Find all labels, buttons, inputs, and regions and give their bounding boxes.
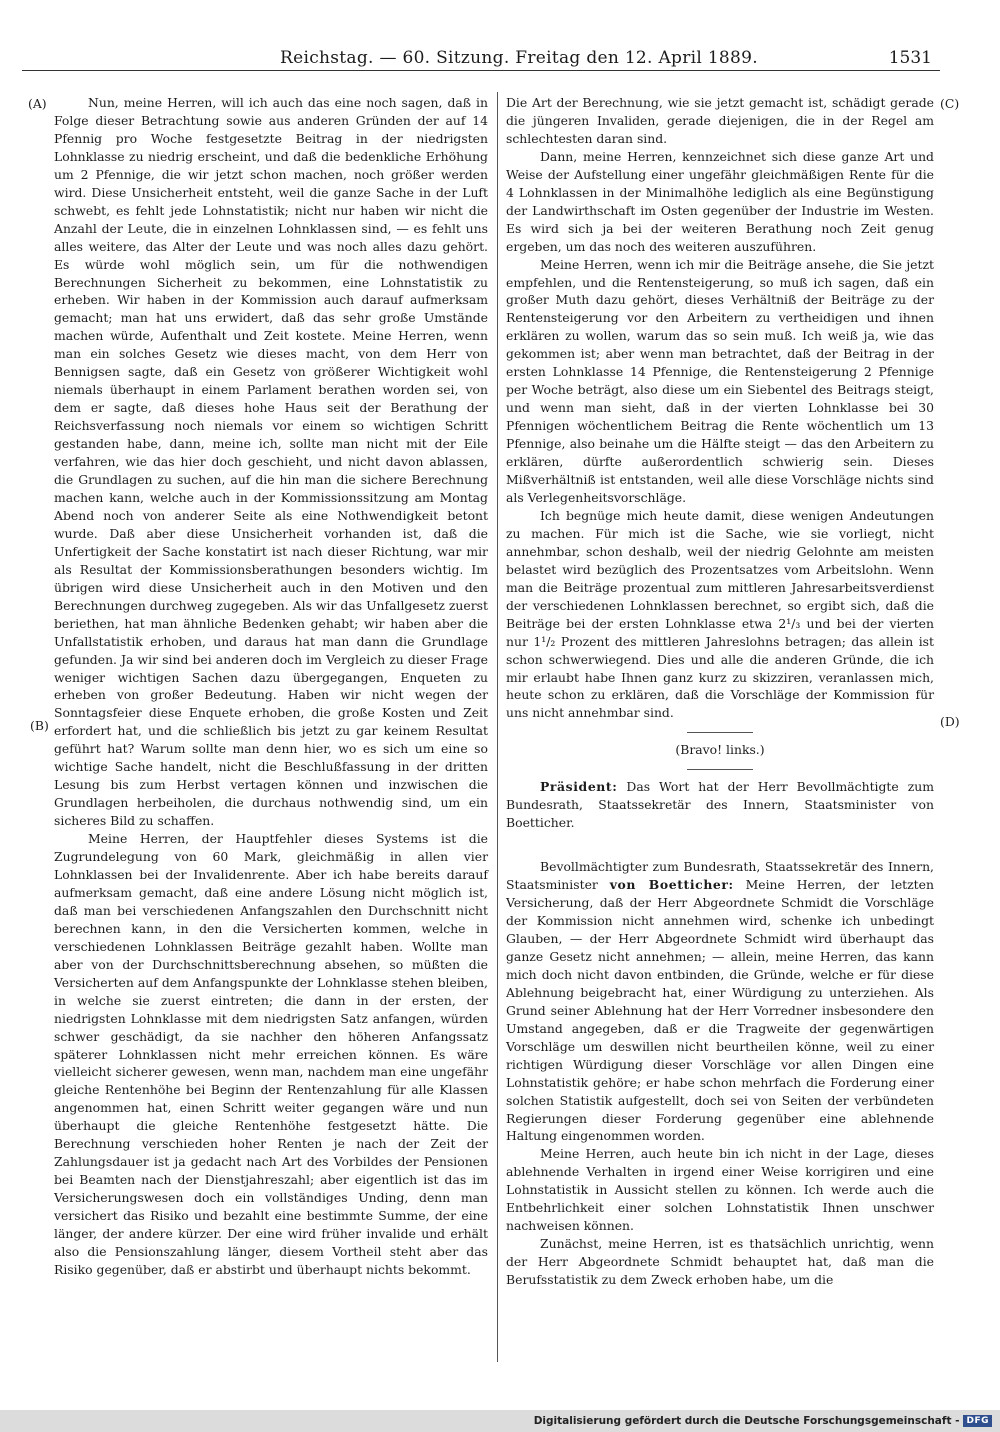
minister-name: von Boetticher: [609,877,734,893]
left-paragraph-1: Nun, meine Herren, will ich auch das eine noch sagen, daß in Folge dieser Betrachtung sowie aus anderen Gründen der auf 14 Pfennig pro Woche festgesetzte Beitrag in der niedrigsten Lohnklasse zu niedrig erscheint, und daß die bedenkliche Erhöhung um 2 Pfennige, die wir jetzt schon machen, noch größer werden wird. Diese Unsicherheit entsteht, weil die ganze Sache in der Luft schwebt, es fehlt jede Lohnstatistik; nicht nur haben wir nicht die Anzahl der Leute, die in einzelnen Lohnklassen sind, — es fehlt uns alles weitere, das Alter der Leute und was noch alles dazu gehört. Es würde wohl möglich sein, um für die nothwendigen Berechnungen Sicherheit zu bekommen, eine Lohnstatistik zu erheben. Wir haben in der Kommission auch darauf aufmerksam gemacht; man hat uns erwidert, daß das sehr große Umstände machen würde, Aufenthalt und Zeit kostete. Meine Herren, wenn man ein solches Gesetz wie dieses macht, von dem Herr von Bennigsen sagte, daß ein Gesetz von größerer Wichtigkeit wohl niemals überhaupt in einem Parlament berathen worden sei, von dem er sagte, daß dieses hohe Haus seit der Berathung der Reichsverfassung noch niemals vor einem so wichtigen Schritt gestanden habe, dann, meine ich, sollte man nicht mit der Eile verfahren, wie das hier doch geschieht, und nicht davon ablassen, die Grundlagen zu suchen, auf die hin man die sichere Berechnung machen kann, welche auch in der Kommissionssitzung am Montag Abend noch von anderer Seite als eine Nothwendigkeit betont wurde. Daß aber diese Unsicherheit vorhanden ist, daß die Unfertigkeit der Sache konstatirt ist nach dieser Richtung, war mir als Resultat der Kommissionsberathungen besonders wichtig. Im übrigen wird diese Unsicherheit auch in den Motiven und den Berechnungen durchweg zugegeben. Als wir das Unfallgesetz zuerst beriethen, hat man ähnliche Bedenken gehabt; wir haben aber die Unfallstatistik erhoben, und daraus hat man dann die Grundlage gefunden. Ja wir sind bei anderen doch im Vergleich zu dieser Frage weniger wichtigen Sachen dazu übergegangen, Enqueten zu erheben von großer Bedeutung. Haben wir nicht wegen der Sonntagsfeier diese Enquete erhoben, die große Kosten und Zeit erfordert hat, und die schließlich bis jetzt zu gar keinem Resultat geführt hat? Warum sollte man denn hier, wo es sich um eine so wichtige Sache handelt, nicht die Beschlußfassung in der dritten Lesung bis zum Herbst vertagen können und inzwischen die Grundlagen herbeiholen, die durchaus nothwendig sind, um ein sicheres Bild zu schaffen. [54,95,488,829]
president-paragraph [506,778,934,832]
short-rule [687,732,753,733]
margin-marker-b: (B) [30,718,49,733]
margin-marker-c: (C) [940,96,960,111]
page-header [280,46,940,72]
right-paragraph-2: Dann, meine Herren, kennzeichnet sich diese ganze Art und Weise der Aufstellung einer ungefähr gleichmäßigen Rente für die 4 Lohnklassen in der Minimalhöhe lediglich als eine Begünstigung der Landwirthschaft im Osten gegenüber der Industrie im Westen. Es wird sich ja bei der weiteren Berathung noch Zeit genug ergeben, um das noch des weiteren auszuführen. [506,148,934,254]
short-rule-2 [687,769,753,770]
header-rule [22,70,940,71]
right-column [506,94,934,1289]
right-paragraph-1: Die Art der Berechnung, wie sie jetzt gemacht ist, schädigt gerade die jüngeren Invaliden, gerade diejenigen, die in der Regel am schlechtesten daran sind. [506,95,934,146]
footer-credit [534,1412,992,1430]
bravo-remark: (Bravo! links.) [675,742,765,758]
right-paragraph-5: Meine Herren, auch heute bin ich nicht in der Lage, dieses ablehnende Verhalten in irgend einer Weise korrigiren und eine Lohnstatistik in Aussicht stellen zu können. Ich werde auch die Entbehrlichkeit einer solchen Lohnstatistik Ihnen unschwer nachweisen können. [506,1146,934,1234]
header-title: Reichstag. — 60. Sitzung. Freitag den 12. April 1889. [280,48,758,68]
minister-intro: Bevollmächtigter zum Bundesrath, Staatssekretär des Innern, Staatsminister [506,859,934,893]
left-column [54,94,488,1279]
right-paragraph-4: Ich begnüge mich heute damit, diese wenigen Andeutungen zu machen. Für mich ist die Sache, wie sie vorliegt, nicht annehmbar, schon deshalb, weil der niedrig Gelohnte am meisten belastet wird bezüglich des Prozentsatzes vom Arbeitslohn. Wenn man die Beiträge prozentual zum mittleren Jahresarbeitsverdienst der verschiedenen Lohnklassen berechnet, so ergibt sich, daß die Beiträge bei der ersten Lohnklasse etwa 2¹/₃ und bei der vierten nur 1¹/₂ Prozent des mittleren Jahreslohns betragen; das allein ist schon schwerwiegend. Dies und alle die anderen Gründe, die ich mir erlaubt habe Ihnen ganz kurz zu skizziren, veranlassen mich, heute schon zu erklären, daß die Vorschläge der Kommission für uns nicht annehmbar sind. [506,507,934,721]
page-number: 1531 [888,48,932,68]
margin-marker-d: (D) [940,714,960,729]
right-paragraph-3: Meine Herren, wenn ich mir die Beiträge ansehe, die Sie jetzt empfehlen, und die Rentensteigerung, so muß ich sagen, daß ein großer Muth dazu gehört, dieses Verhältniß der Beiträge zu der Rentensteigerung vor den Arbeitern zu vertheidigen und ihnen erklären zu wollen, warum das so sein muß. Ich weiß ja, wie das gekommen ist; aber wenn man betrachtet, daß der Beitrag in der ersten Lohnklasse 14 Pfennige, die Rentensteigerung 2 Pfennige per Woche beträgt, also diese um ein Siebentel des Beitrags steigt, und wenn man sieht, daß in der vierten Lohnklasse bei 30 Pfennigen wöchentlichem Beitrag die Rente wöchentlich um 13 Pfennige, also beinahe um die Hälfte steigt — das den Arbeitern zu erklären, dürfte außerordentlich schwierig sein. Dieses Mißverhältniß ist entstanden, weil alle diese Vorschläge nichts sind als Verlegenheitsvorschläge. [506,256,934,505]
dfg-logo: DFG [963,1415,992,1427]
margin-marker-a: (A) [28,96,47,111]
president-text: Das Wort hat der Herr Bevollmächtigte zum Bundesrath, Staatssekretär des Innern, Staatsminister von Boetticher. [506,779,934,831]
column-divider [497,92,498,1362]
president-label: Präsident: [540,779,618,795]
footer-text: Digitalisierung gefördert durch die Deutsche Forschungsgemeinschaft - [533,1415,960,1427]
right-paragraph-6: Zunächst, meine Herren, ist es thatsächlich unrichtig, wenn der Herr Abgeordnete Schmidt behauptet hat, daß man die Berufsstatistik zu dem Zweck erhoben habe, um die [506,1236,934,1288]
minister-text: Meine Herren, der letzten Versicherung, daß der Herr Abgeordnete Schmidt die Vorschläge der Kommission nicht annehmen wird, schenke ich unbedingt Glauben, — der Herr Abgeordnete Schmidt wird überhaupt das ganze Gesetz nicht annehmen; — allein, meine Herren, das kann mich doch nicht davon entbinden, die Gründe, welche er für diese Ablehnung beigebracht hat, einer Würdigung zu unterziehen. Als Grund seiner Ablehnung hat der Herr Vorredner insbesondere den Umstand angegeben, daß er die Tragweite der gegenwärtigen Vorschläge um deswillen nicht beurtheilen könne, weil zu einer richtigen Würdigung dieser Vorschläge vor allen Dingen eine Lohnstatistik gehöre; er habe schon mehrfach die Forderung einer solchen Statistik aufgestellt, doch sei von Seiten der verbündeten Regierungen dieser Forderung gegenüber eine ablehnende Haltung eingenommen worden. [506,877,934,1144]
left-paragraph-2: Meine Herren, der Hauptfehler dieses Systems ist die Zugrundelegung von 60 Mark, gleichmäßig in allen vier Lohnklassen bei der Invalidenrente. Aber ich habe bereits darauf aufmerksam gemacht, daß eine andere Lösung nicht möglich ist, daß man bei verschiedenen Anfangszahlen den Durchschnitt nicht berechnen kann, in den die Versicherten kommen, welche in verschiedenen Lohnklassen Beiträge gezahlt haben. Wollte man aber von der Durchschnittsberechnung absehen, so müßten die Versicherten auf dem Anfangspunkte der Lohnklasse stehen bleiben, in welche sie zuerst eintreten; die dann in der ersten, der niedrigsten Lohnklasse mit dem niedrigsten Satz anfangen, würden schwer geschädigt, da sie nachher den höheren Anfangssatz späterer Lohnklassen nicht mehr erreichen können. Es wäre vielleicht sicherer gewesen, wenn man, nachdem man eine ungefähr gleiche Rentenhöhe bei Beginn der Rentenzahlung für alle Klassen angenommen hat, einen Schritt weiter gegangen wäre und nun überhaupt die gleiche Rentenhöhe festgesetzt hätte. Die Berechnung verschieden hoher Renten je nach der Zeit der Zahlungsdauer ist ja gedacht nach Art des Vorbildes der Pensionen bei Beamten nach der Dienstjahreszahl; aber eigentlich ist das im Versicherungswesen doch ein vollständiges Unding, denn man versichert das Risiko und bezahlt eine bestimmte Summe, der eine länger, der andere kürzer. Der eine wird früher invalide und erhält also die Pensionszahlung länger, diesem Vortheil steht aber das Risiko gegenüber, daß er abstirbt und überhaupt nichts bekommt. [54,831,488,1277]
minister-paragraph [506,858,934,1145]
